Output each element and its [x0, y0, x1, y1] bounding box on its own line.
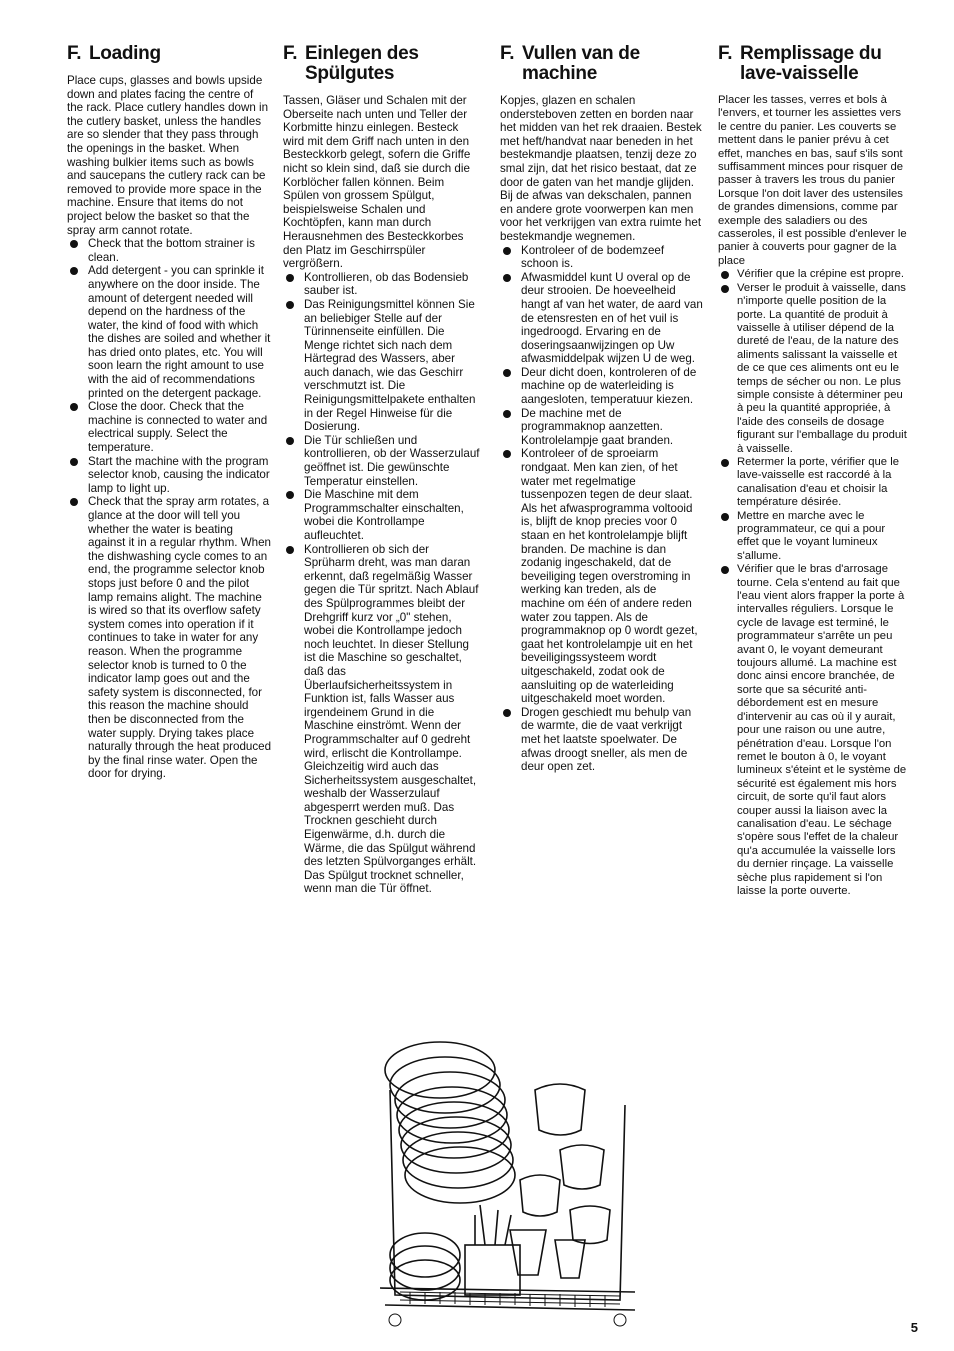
- list-item: Check that the bottom strainer is clean.: [67, 237, 272, 264]
- list-item: Die Maschine mit dem Programmschalter einschalten, wobei die Kontrollampe aufleuchtet.: [283, 488, 480, 542]
- section-dutch: [500, 44, 703, 774]
- section-label: F.: [500, 43, 515, 64]
- section-heading: [67, 44, 272, 64]
- instruction-list: [500, 244, 703, 774]
- section-label: F.: [67, 43, 82, 64]
- list-item: Die Tür schließen und kontrollieren, ob der Wasserzulauf geöffnet ist. Die gewünschte Temperatur einstellen.: [283, 434, 480, 488]
- list-item: Drogen geschiedt mu behulp van de warmte, die de vaat verkrijgt met het laatste spoelwater. De afwas droogt sneller, als men de deur open zet.: [500, 706, 703, 774]
- list-item: Deur dicht doen, kontroleren of de machine op de waterleiding is aangesloten, temperatuur kiezen.: [500, 366, 703, 407]
- section-english: [67, 44, 272, 781]
- dish-rack-illustration: [370, 1030, 645, 1335]
- list-item: Vérifier que le bras d'arrosage tourne. Cela s'entend au fait que l'eau vient alors frapper la porte à intervalles réguliers. Lorsque le cycle de lavage est terminé, le programmateur s'arrête un peu avant 0, le voyant demeurant toujours allumé. La machine est donc ainsi encore branchée, de sorte que sa sécurité anti-débordement est en mesure d'intervenir au cas où il y aurait, pour une raison ou une autre, pénétration d'eau. Lorsque l'on remet le bouton à 0, le voyant lumineux s'éteint et le système de sécurité est également mis hors circuit, de sorte qu'il faut alors couper aussi la liaison avec la canalisation d'eau. Le séchage s'opère sous l'effet de la chaleur qu'a accumulée la vaisselle lors du dernier rinçage. La vaisselle sèche plus rapidement si l'on laisse la porte ouverte.: [718, 563, 910, 898]
- list-item: Close the door. Check that the machine is connected to water and electrical supply. Select the temperature.: [67, 400, 272, 454]
- list-item: Kontrollieren ob sich der Sprüharm dreht, was man daran erkennt, daß regelmäßig Wasser gegen die Tür spritzt. Nach Ablauf des Spülprogrammes bleibt der Drehgriff kurz vor „0" stehen, wobei die Kontrollampe jedoch noch leuchtet. In dieser Stellung ist die Maschine so geschaltet, daß das Überlaufsicherheitssystem in Funktion ist, falls Wasser aus irgendeinem Grund in die Maschine einströmt. Wenn der Programmschalter auf 0 gedreht wird, erlischt die Kontrollampe. Gleichzeitig wird auch das Sicherheitssystem ausgeschaltet, weshalb der Wasserzulauf abgesperrt werden muß. Das Trocknen geschieht durch Eigenwärme, d.h. durch die Wärme, die das Spülgut während des letzten Spülvorganges erhält. Das Spülgut trocknet schneller, wenn man die Tür öffnet.: [283, 543, 480, 896]
- instruction-list: [283, 271, 480, 896]
- list-item: Kontroleer of de bodemzeef schoon is.: [500, 244, 703, 271]
- intro-paragraph: Place cups, glasses and bowls upside down and plates facing the centre of the rack. Place cutlery handles down in the cutlery basket, unless the handles are so slender that they pass through the openings in the basket. When washing bulkier items such as bowls and saucepans the cutlery rack can be removed to provide more space in the machine. Ensure that items do not project below the basket so that the spray arm cannot rotate.: [67, 74, 269, 237]
- instruction-list: [67, 237, 272, 781]
- section-label: F.: [718, 43, 733, 64]
- intro-paragraph: Placer les tasses, verres et bols à l'envers, et tourner les assiettes vers le centre du panier. Les couverts se mettent dans le panier prévu à cet effet, manches en bas, sauf s'ils sont suffisamment minces pour risquer de passer à travers les trous du panier Lorsque l'on doit laver des ustensiles de grandes dimensions, comme par exemple des saladiers ou des casseroles, il est possible d'enlever le panier à couverts pour gagner de la place: [718, 94, 907, 267]
- page-number: 5: [910, 1320, 918, 1335]
- section-german: [283, 44, 480, 896]
- section-title: Remplissage du lave-vaisselle: [740, 43, 882, 84]
- section-title: Einlegen des Spülgutes: [305, 43, 419, 84]
- section-heading: [718, 44, 910, 84]
- intro-paragraph: Kopjes, glazen en schalen ondersteboven zetten en borden naar het midden van het rek draaien. Bestek met heft/handvat naar beneden in het bestekmandje plaatsen, tenzij deze zo smal zijn, dat het risico bestaat, dat ze door de gaten van het mandje glijden. Bij de afwas van dekschalen, pannen en andere grote voorwerpen kan men voor het verkrijgen van extra ruimte het bestekmandje wegnemen.: [500, 94, 702, 243]
- section-french: [718, 44, 910, 898]
- section-label: F.: [283, 43, 298, 64]
- list-item: Check that the spray arm rotates, a glance at the door will tell you whether the water is beating against it in a regular rhythm. When the dishwashing cycle comes to an end, the programme selector knob stops just before 0 and the pilot lamp remains alight. The machine is wired so that its overflow safety system comes into operation if it continues to take in water for any reason. When the programme selector knob is turned to 0 the indicator lamp goes out and the safety system is disconnected, for this reason the machine should then be disconnected from the water supply. Drying takes place naturally through the heat produced by the final rinse water. Open the door for drying.: [67, 495, 272, 780]
- list-item: Mettre en marche avec le programmateur, ce qui a pour effet que le voyant lumineux s'allume.: [718, 510, 910, 564]
- list-item: Verser le produit à vaisselle, dans n'importe quelle position de la porte. La quantité de produit à vaisselle à utiliser dépend de la dureté de l'eau, de la nature des aliments salissant la vaisselle et de ce que ces aliments ont eu le temps de sécher ou non. Le plus simple consiste à déterminer peu à peu la quantité appropriée, à l'aide des conseils de dosage figurant sur l'emballage du produit à vaisselle.: [718, 282, 910, 456]
- section-title: Loading: [89, 43, 161, 64]
- list-item: Das Reinigungsmittel können Sie an beliebiger Stelle auf der Türinnenseite einfüllen. Die Menge richtet sich nach dem Härtegrad des Wassers, aber auch danach, wie das Geschirr verschmutzt ist. Die Reinigungsmittelpakete enthalten in der Regel Hinweise für die Dosierung.: [283, 298, 480, 434]
- intro-paragraph: Tassen, Gläser und Schalen mit der Oberseite nach unten und Teller der Korbmitte hinzu einlegen. Besteck wird mit dem Griff nach unten in den Besteckkorb gelegt, sofern die Griffe nicht so klein sind, daß sie durch die Korblöcher fallen können. Beim Spülen von grossem Spülgut, beispielsweise Schalen und Kochtöpfen, kann man durch Herausnehmen des Besteckkorbes den Platz im Geschirrspüler vergrößern.: [283, 94, 471, 271]
- section-heading: [500, 44, 703, 84]
- list-item: Retermer la porte, vérifier que le lave-vaisselle est raccordé à la canalisation d'eau et choisir la température désirée.: [718, 456, 910, 510]
- instruction-list: [718, 268, 910, 898]
- section-heading: [283, 44, 480, 84]
- list-item: Afwasmiddel kunt U overal op de deur strooien. De hoeveelheid hangt af van het water, de aard van de etensresten en of het vuil is ingedroogd. Ervaring en de doseringsaanwijzingen op Uw afwasmiddelpak wijzen U de weg.: [500, 271, 703, 366]
- list-item: De machine met de programmaknop aanzetten. Kontrolelampje gaat branden.: [500, 407, 703, 448]
- list-item: Vérifier que la crépine est propre.: [718, 268, 910, 281]
- list-item: Add detergent - you can sprinkle it anywhere on the door inside. The amount of detergent needed will depend on the hardness of the water, the kind of food with which the dishes are soiled and whether it has dried onto plates, etc. You will soon learn the right amount to use with the aid of recommendations printed on the detergent package.: [67, 264, 272, 400]
- list-item: Start the machine with the program selector knob, causing the indicator lamp to light up.: [67, 455, 272, 496]
- list-item: Kontrollieren, ob das Bodensieb sauber ist.: [283, 271, 480, 298]
- list-item: Kontroleer of de sproeiarm rondgaat. Men kan zien, of het water met regelmatige tussenpozen tegen de deur slaat. Als het afwasprogramma voltooid is, blijft de knop precies voor 0 staan en het kontrolelampje blijft branden. De machine is dan zodanig ingeschakeld, dat de beveiliging tegen overstroming in werking kan treden, als de machine om één of andere reden water zou tappen. Als de programmaknop op 0 wordt gezet, gaat het kontrolelampje uit en het beveiligingssysteem wordt uitgeschakeld, zodat ook de aansluiting op de waterleiding uitgeschakeld moet worden.: [500, 447, 703, 705]
- section-title: Vullen van de machine: [522, 43, 640, 84]
